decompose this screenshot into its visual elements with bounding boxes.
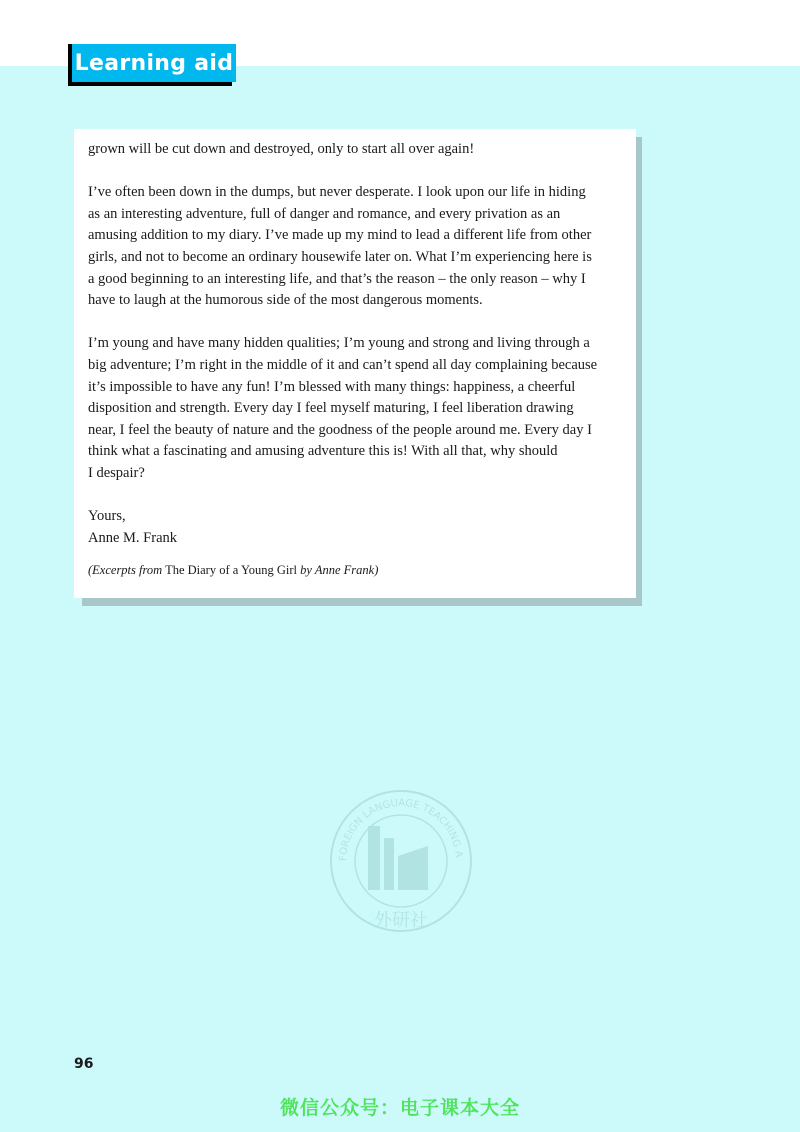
paragraph-3 xyxy=(88,333,622,484)
source-prefix: (Excerpts from xyxy=(88,563,163,578)
text-line: as an interesting adventure, full of danger and romance, and every privation as an xyxy=(88,205,561,222)
text-line: have to laugh at the humorous side of the most dangerous moments. xyxy=(88,292,483,309)
header-tab-label: Learning aid xyxy=(72,44,236,82)
publisher-seal-watermark xyxy=(326,776,476,946)
seal-name: 外研社 xyxy=(374,910,428,931)
letter-closing: Yours, xyxy=(88,508,126,525)
text-line: grown will be cut down and destroyed, only to start all over again! xyxy=(88,141,475,157)
text-line: I despair? xyxy=(88,464,145,481)
source-citation xyxy=(88,561,622,579)
section-header-tab xyxy=(68,44,236,86)
text-line: near, I feel the beauty of nature and the goodness of the people around me. Every day I xyxy=(88,421,592,438)
letter-card xyxy=(74,129,636,598)
text-line: I’m young and have many hidden qualities; I’m young and strong and living through a xyxy=(88,335,590,352)
paragraph-1 xyxy=(88,139,622,161)
svg-text:FOREIGN LANGUAGE TEACHING AND xyxy=(326,776,464,861)
text-line: big adventure; I’m right in the middle of it and can’t spend all day complaining because xyxy=(88,356,598,373)
text-line: think what a fascinating and amusing adventure this is! With all that, why should xyxy=(88,443,558,460)
publisher-seal-icon xyxy=(326,776,476,946)
text-line: amusing addition to my diary. I’ve made up my mind to lead a different life from other xyxy=(88,227,592,244)
footer-wechat-text: 微信公众号：电子课本大全 xyxy=(279,1097,520,1119)
text-line: girls, and not to become an ordinary housewife later on. What I’m experiencing here is xyxy=(88,248,592,265)
text-line: I’ve often been down in the dumps, but never desperate. I look upon our life in hiding xyxy=(88,184,586,201)
text-line: disposition and strength. Every day I feel myself maturing, I feel liberation drawing xyxy=(88,400,574,417)
paragraph-2 xyxy=(88,182,622,312)
source-suffix: by Anne Frank) xyxy=(300,563,379,578)
letter-signature: Anne M. Frank xyxy=(88,529,178,546)
page-number: 96 xyxy=(74,1056,94,1072)
text-line: a good beginning to an interesting life, and that’s the reason – the only reason – why I xyxy=(88,270,586,287)
text-line: it’s impossible to have any fun! I’m blessed with many things: happiness, a cheerful xyxy=(88,378,576,395)
source-title: The Diary of a Young Girl xyxy=(165,563,298,578)
seal-ring-text: FOREIGN LANGUAGE TEACHING A xyxy=(337,797,464,862)
